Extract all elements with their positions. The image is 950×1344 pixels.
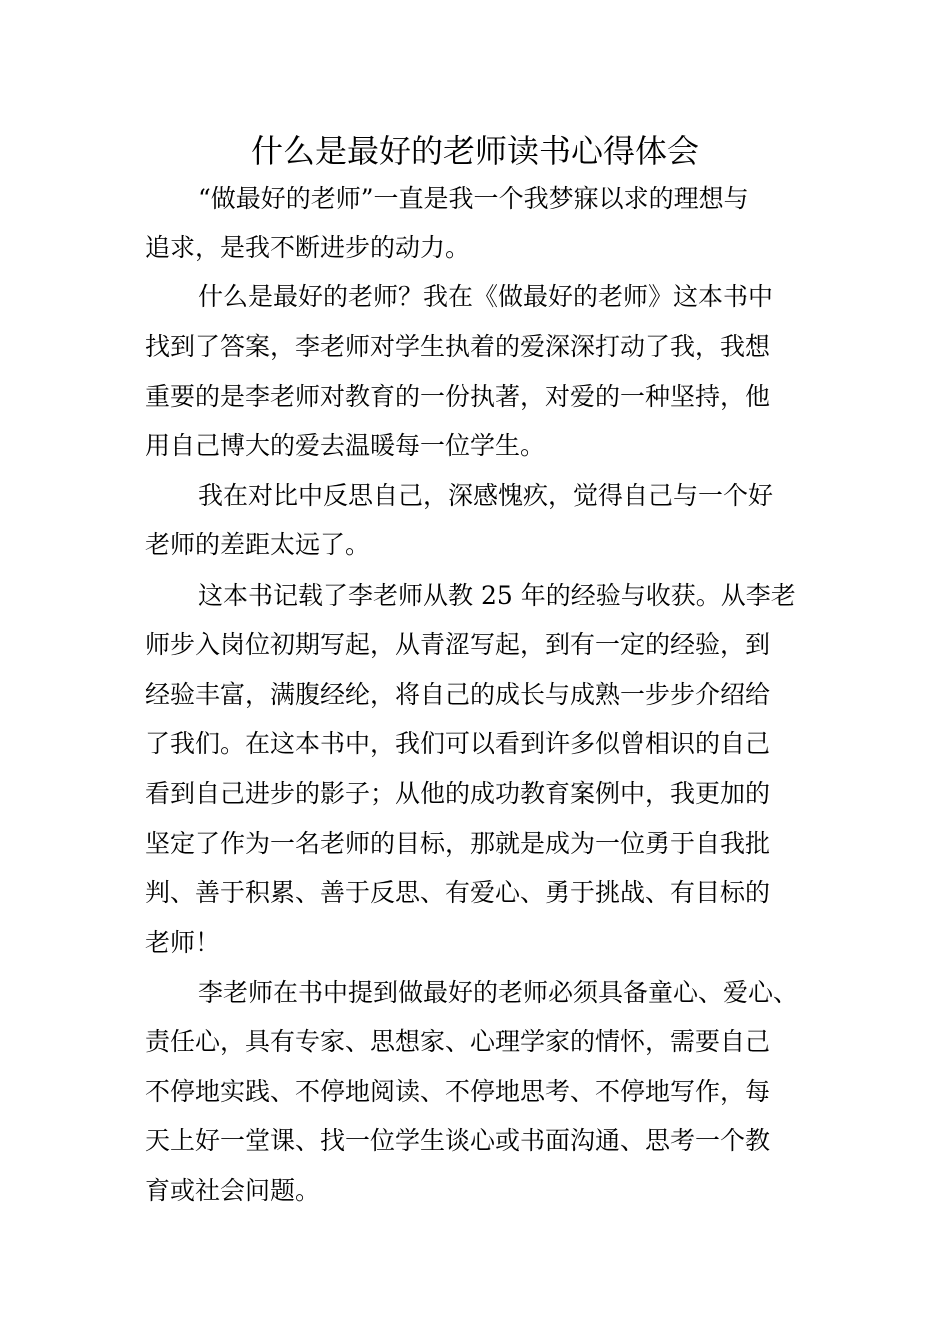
paragraph-line: “做最好的老师”一直是我一个我梦寐以求的理想与 <box>198 184 749 213</box>
paragraph-line: 这本书记载了李老师从教 25 年的经验与收获。从李老 <box>198 581 796 610</box>
paragraph-line: 我在对比中反思自己，深感愧疚，觉得自己与一个好 <box>198 481 774 510</box>
paragraph-line: 看到自己进步的影子；从他的成功教育案例中，我更加的 <box>145 779 771 808</box>
paragraph-line: 坚定了作为一名老师的目标，那就是成为一位勇于自我批 <box>145 829 771 858</box>
paragraph-line: 老师的差距太远了。 <box>145 530 371 559</box>
paragraph-line: 李老师在书中提到做最好的老师必须具备童心、爱心、 <box>198 978 799 1007</box>
paragraph-line: 找到了答案，李老师对学生执着的爱深深打动了我，我想 <box>145 332 771 361</box>
paragraph-line: 用自己博大的爱去温暖每一位学生。 <box>145 431 546 460</box>
paragraph-line: 育或社会问题。 <box>145 1176 321 1205</box>
paragraph-line: 判、善于积累、善于反思、有爱心、勇于挑战、有目标的 <box>145 878 771 907</box>
paragraph-line: 责任心，具有专家、思想家、心理学家的情怀，需要自己 <box>145 1027 771 1056</box>
paragraph-line: 师步入岗位初期写起，从青涩写起，到有一定的经验，到 <box>145 630 771 659</box>
document-title: 什么是最好的老师读书心得体会 <box>250 132 699 170</box>
paragraph-line: 了我们。在这本书中，我们可以看到许多似曾相识的自己 <box>145 729 771 758</box>
paragraph-line: 什么是最好的老师？我在《做最好的老师》这本书中 <box>198 282 774 311</box>
paragraph-line: 重要的是李老师对教育的一份执著，对爱的一种坚持，他 <box>145 382 771 411</box>
paragraph-line: 天上好一堂课、找一位学生谈心或书面沟通、思考一个教 <box>145 1126 771 1155</box>
paragraph-line: 不停地实践、不停地阅读、不停地思考、不停地写作，每 <box>145 1077 771 1106</box>
paragraph-line: 老师！ <box>145 928 221 957</box>
paragraph-line: 经验丰富，满腹经纶，将自己的成长与成熟一步步介绍给 <box>145 680 771 709</box>
paragraph-line: 追求，是我不断进步的动力。 <box>145 233 471 262</box>
